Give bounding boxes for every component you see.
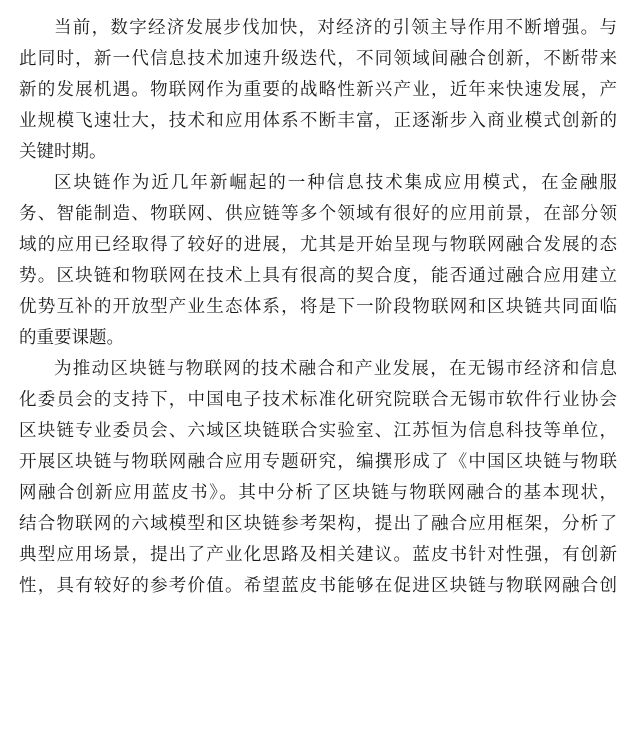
- paragraph-1: [19, 13, 617, 168]
- paragraph-3: [19, 354, 617, 602]
- text-line: 新的发展机遇。物联网作为重要的战略性新兴产业，近年来快速发展，产: [19, 80, 617, 100]
- text-line: 结合物联网的六域模型和区块链参考架构，提出了融合应用框架，分析了: [19, 514, 617, 534]
- paragraph-2: [19, 168, 617, 354]
- text-line: 域的应用已经取得了较好的进展，尤其是开始呈现与物联网融合发展的态: [19, 235, 617, 255]
- text-line: 典型应用场景，提出了产业化思路及相关建议。蓝皮书针对性强，有创新: [19, 545, 617, 565]
- text-line: 开展区块链与物联网融合应用专题研究，编撰形成了《中国区块链与物联: [19, 452, 617, 472]
- text-line: 务、智能制造、物联网、供应链等多个领域有很好的应用前景，在部分领: [19, 204, 617, 224]
- text-line: 区块链作为近几年新崛起的一种信息技术集成应用模式，在金融服: [54, 173, 617, 193]
- text-line: 化委员会的支持下，中国电子技术标准化研究院联合无锡市软件行业协会: [19, 390, 617, 410]
- text-line: 此同时，新一代信息技术加速升级迭代，不同领域间融合创新，不断带来: [19, 49, 617, 69]
- text-line: 网融合创新应用蓝皮书》。其中分析了区块链与物联网融合的基本现状，: [19, 483, 617, 503]
- text-line: 势。区块链和物联网在技术上具有很高的契合度，能否通过融合应用建立: [19, 266, 617, 286]
- text-line: 优势互补的开放型产业生态体系，将是下一阶段物联网和区块链共同面临: [19, 297, 617, 317]
- document-page: [19, 13, 617, 602]
- text-line: 的重要课题。: [19, 328, 124, 348]
- text-line: 为推动区块链与物联网的技术融合和产业发展，在无锡市经济和信息: [54, 359, 617, 379]
- text-line: 当前，数字经济发展步伐加快，对经济的引领主导作用不断增强。与: [54, 18, 617, 38]
- text-line: 性，具有较好的参考价值。希望蓝皮书能够在促进区块链与物联网融合创: [19, 576, 617, 596]
- text-line: 区块链专业委员会、六域区块链联合实验室、江苏恒为信息科技等单位，: [19, 421, 617, 441]
- text-line: 业规模飞速壮大，技术和应用体系不断丰富，正逐渐步入商业模式创新的: [19, 111, 617, 131]
- text-line: 关键时期。: [19, 142, 107, 162]
